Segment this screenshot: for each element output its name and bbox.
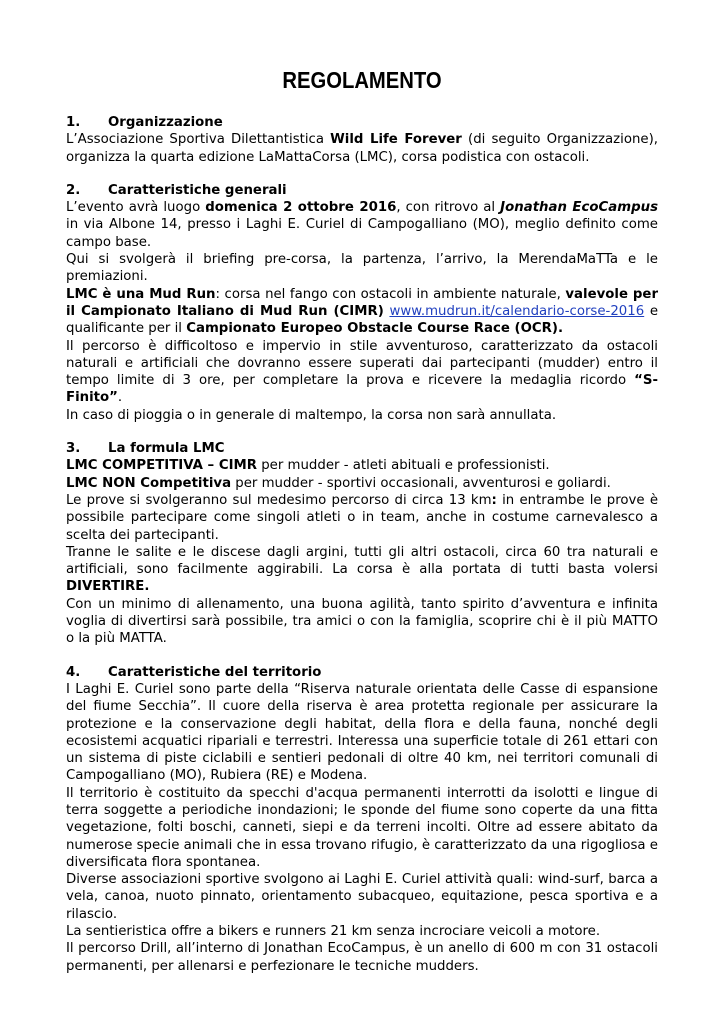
paragraph <box>66 286 658 338</box>
text-run: Il territorio è costituito da specchi d'acqua permanenti interrotti da isolotti e lingue di terra soggette a periodiche inondazioni; le sponde del fiume sono coperte da una fitta vegetazione, folti boschi, canneti, siepi e da terreni incolti. Oltre ad essere abitato da numerose specie animali che in essa trovano rifugio, è caratterizzato da una rigogliosa e diversificata flora spontanea. <box>66 785 658 870</box>
text-run: L’evento avrà luogo <box>66 200 206 216</box>
paragraph <box>66 923 658 940</box>
text-run: per mudder - atleti abituali e professionisti. <box>257 458 550 474</box>
paragraph <box>66 940 658 975</box>
text-run: Con un minimo di allenamento, una buona agilità, tanto spirito d’avventura e infinita voglia di divertirsi sarà possibile, tra amici o con la famiglia, scoprire chi è il più MATTO o la più MATTA. <box>66 596 658 647</box>
paragraph <box>66 785 658 871</box>
section-number: 1. <box>66 115 81 130</box>
text-run: (di seguito Organizzazione), organizza la quarta edizione LaMattaCorsa (LMC), corsa podistica con ostacoli. <box>66 132 658 165</box>
paragraph <box>66 131 658 166</box>
bold-text: LMC NON Competitiva <box>66 475 232 491</box>
section-1 <box>66 114 658 166</box>
section-number: 4. <box>66 664 81 680</box>
text-run: I Laghi E. Curiel sono parte della “Riserva naturale orientata delle Casse di espansione del fiume Secchia”. Il cuore della riserva è area protetta regionale per assicurare la protezione e la conservazione degli habitat, della flora e della fauna, nonché degli ecosistemi acquatici ripariali e terrestri. Interessa una superficie totale di 261 ettari con un sistema di piste ciclabili e sentieri pedonali di oltre 40 km, nei territori comunali di Campogalliano (MO), Rubiera (RE) e Modena. <box>66 681 658 784</box>
sections-container <box>66 114 658 975</box>
paragraph <box>66 407 658 424</box>
bold-text: LMC è una Mud Run <box>66 286 216 302</box>
document-page <box>66 66 658 991</box>
paragraph <box>66 251 658 286</box>
section-heading-text: La formula LMC <box>108 441 225 457</box>
text-run: La sentieristica offre a bikers e runners 21 km senza incrociare veicoli a motore. <box>66 924 601 940</box>
paragraph <box>66 596 658 648</box>
section-heading <box>66 114 658 131</box>
text-run: Tranne le salite e le discese dagli argini, tutti gli altri ostacoli, circa 60 tra naturali e artificiali, sono facilmente aggirabili. La corsa è alla portata di tutti basta volersi <box>66 544 658 578</box>
paragraph <box>66 871 658 923</box>
bold-text: : <box>491 492 497 508</box>
text-run: Il percorso Drill, all’interno di Jonathan EcoCampus, è un anello di 600 m con 31 ostacoli permanenti, per allenarsi e perfezionare le tecniche mudders. <box>66 941 658 974</box>
section-heading <box>66 440 658 457</box>
paragraph <box>66 492 658 544</box>
text-run: in entrambe le prove è possibile partecipare come singoli atleti o in team, anche in costume carnevalesco a scelta dei partecipanti. <box>66 492 659 543</box>
text-run: . <box>117 390 123 406</box>
section-number: 3. <box>66 441 81 457</box>
paragraph <box>66 544 658 596</box>
section-3 <box>66 440 658 648</box>
bold-text: LMC COMPETITIVA – CIMR <box>66 458 258 474</box>
text-run: Il percorso è difficoltoso e impervio in stile avventuroso, caratterizzato da ostacoli naturali e artificiali che dovranno essere superati dai partecipanti (mudder) entro il tempo limite di 3 ore, per completare la prova e ricevere la medaglia ricordo <box>66 338 658 389</box>
section-heading-text: Caratteristiche del territorio <box>108 664 322 680</box>
bold-text: domenica 2 ottobre 2016 <box>205 200 397 216</box>
bold-italic-text: Jonathan EcoCampus <box>500 200 658 216</box>
text-run: Diverse associazioni sportive svolgono ai Laghi E. Curiel attività quali: wind-surf, barca a vela, canoa, nuoto pinnato, orientamento subacqueo, equitazione, pesca sportiva e a rilascio. <box>66 872 658 922</box>
text-run: Le prove si svolgeranno sul medesimo percorso di circa 13 km <box>66 492 492 508</box>
text-run: in via Albone 14, presso i Laghi E. Curiel di Campogalliano (MO), meglio definito come campo base. <box>66 217 658 250</box>
bold-text: Wild Life Forever <box>330 132 462 148</box>
text-run: e qualificante per il <box>66 303 658 337</box>
paragraph <box>66 457 658 474</box>
section-4 <box>66 664 658 975</box>
section-heading-text: Organizzazione <box>108 115 223 130</box>
text-run: , con ritrovo al <box>396 200 501 216</box>
calendar-link[interactable]: www.mudrun.it/calendario-corse-2016 <box>389 303 645 319</box>
text-run: In caso di pioggia o in generale di maltempo, la corsa non sarà annullata. <box>66 407 557 423</box>
section-heading <box>66 182 658 199</box>
paragraph <box>66 338 658 407</box>
document-title: REGOLAMENTO <box>282 67 442 93</box>
paragraph <box>66 681 658 785</box>
text-run: L’Associazione Sportiva Dilettantistica <box>66 132 331 148</box>
bold-text: valevole per il Campionato Italiano di Mud Run (CIMR) <box>66 286 659 319</box>
paragraph <box>66 475 658 492</box>
section-number: 2. <box>66 182 81 198</box>
bold-text: “S-Finito” <box>66 373 658 406</box>
section-2 <box>66 182 658 424</box>
paragraph <box>66 199 658 251</box>
text-run: per mudder - sportivi occasionali, avventurosi e goliardi. <box>231 475 611 491</box>
bold-text: DIVERTIRE. <box>66 579 150 595</box>
section-heading <box>66 664 658 681</box>
text-run: Qui si svolgerà il briefing pre-corsa, la partenza, l’arrivo, la MerendaMaTTa e le premiazioni. <box>66 252 658 285</box>
bold-text: Campionato Europeo Obstacle Course Race (OCR). <box>186 321 563 337</box>
section-heading-text: Caratteristiche generali <box>108 182 287 198</box>
text-run: : corsa nel fango con ostacoli in ambiente naturale, <box>215 286 566 302</box>
